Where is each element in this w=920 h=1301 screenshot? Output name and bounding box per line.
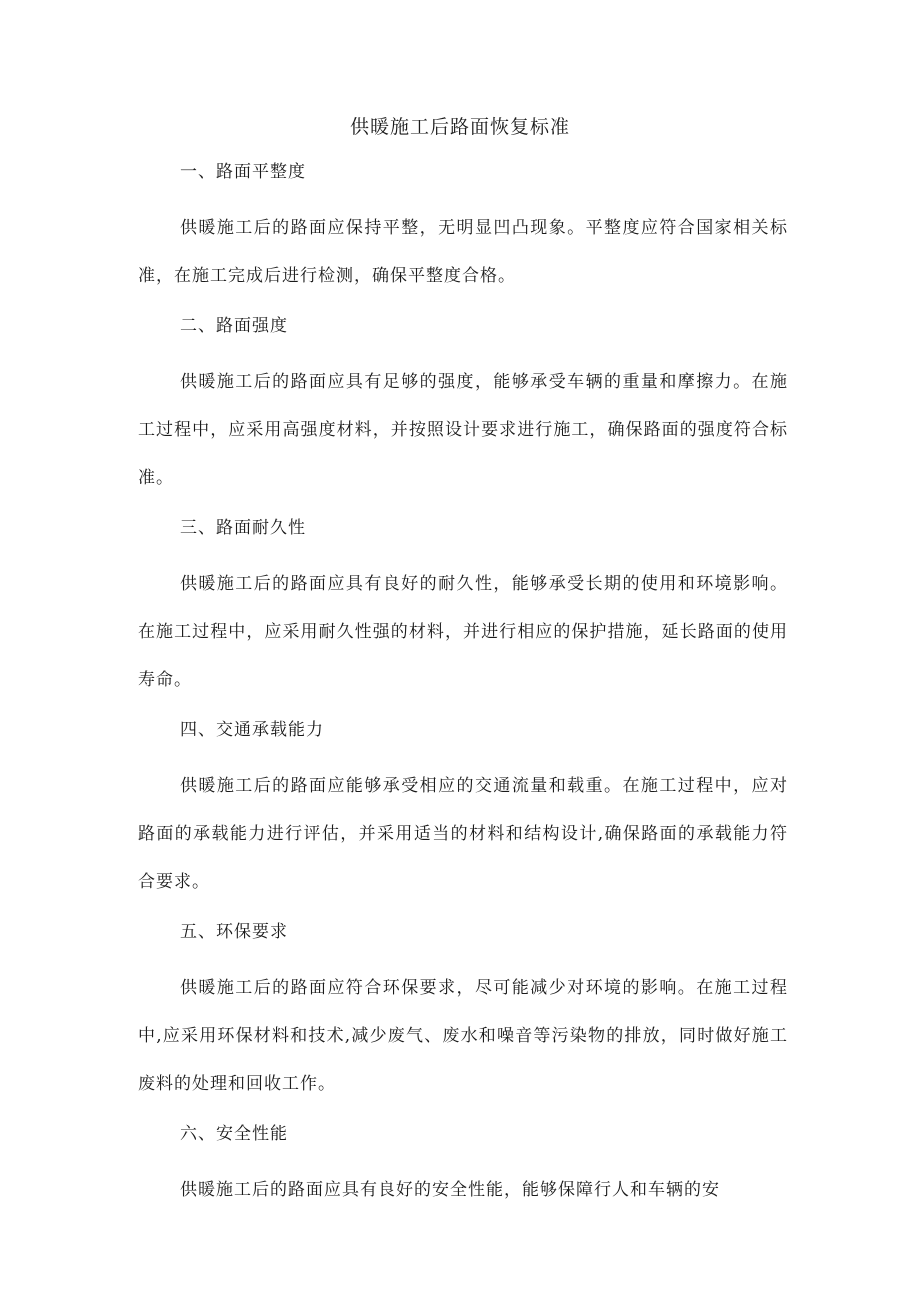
section-heading: 一、路面平整度 [180,162,306,182]
section-heading: 三、路面耐久性 [180,518,306,538]
document-title: 供暖施工后路面恢复标准 [349,116,570,138]
section-safety [138,1118,788,1214]
section-paragraph: 供暖施工后的路面应具有良好的耐久性，能够承受长期的使用和环境影响。在施工过程中，应采用耐久性强的材料，并进行相应的保护措施，延长路面的使用寿命。 [138,574,788,690]
section-heading: 六、安全性能 [180,1124,288,1144]
section-paragraph: 供暖施工后的路面应保持平整，无明显凹凸现象。平整度应符合国家相关标准，在施工完成后进行检测，确保平整度合格。 [138,218,788,286]
section-paragraph: 供暖施工后的路面应符合环保要求，尽可能减少对环境的影响。在施工过程中,应采用环保材料和技术,减少废气、废水和噪音等污染物的排放，同时做好施工废料的处理和回收工作。 [138,978,788,1094]
section-paragraph: 供暖施工后的路面应具有足够的强度，能够承受车辆的重量和摩擦力。在施工过程中，应采用高强度材料，并按照设计要求进行施工，确保路面的强度符合标准。 [138,372,788,488]
section-strength [138,310,788,502]
section-heading: 四、交通承载能力 [180,720,324,740]
section-heading: 五、环保要求 [180,922,288,942]
section-paragraph: 供暖施工后的路面应能够承受相应的交通流量和载重。在施工过程中，应对路面的承载能力进行评估，并采用适当的材料和结构设计,确保路面的承载能力符合要求。 [138,776,788,892]
section-flatness [138,156,788,300]
section-durability [138,512,788,704]
section-environmental [138,916,788,1108]
section-paragraph: 供暖施工后的路面应具有良好的安全性能，能够保障行人和车辆的安 [180,1180,720,1200]
section-traffic-capacity [138,714,788,906]
section-heading: 二、路面强度 [180,316,288,336]
document-body [138,156,788,1224]
